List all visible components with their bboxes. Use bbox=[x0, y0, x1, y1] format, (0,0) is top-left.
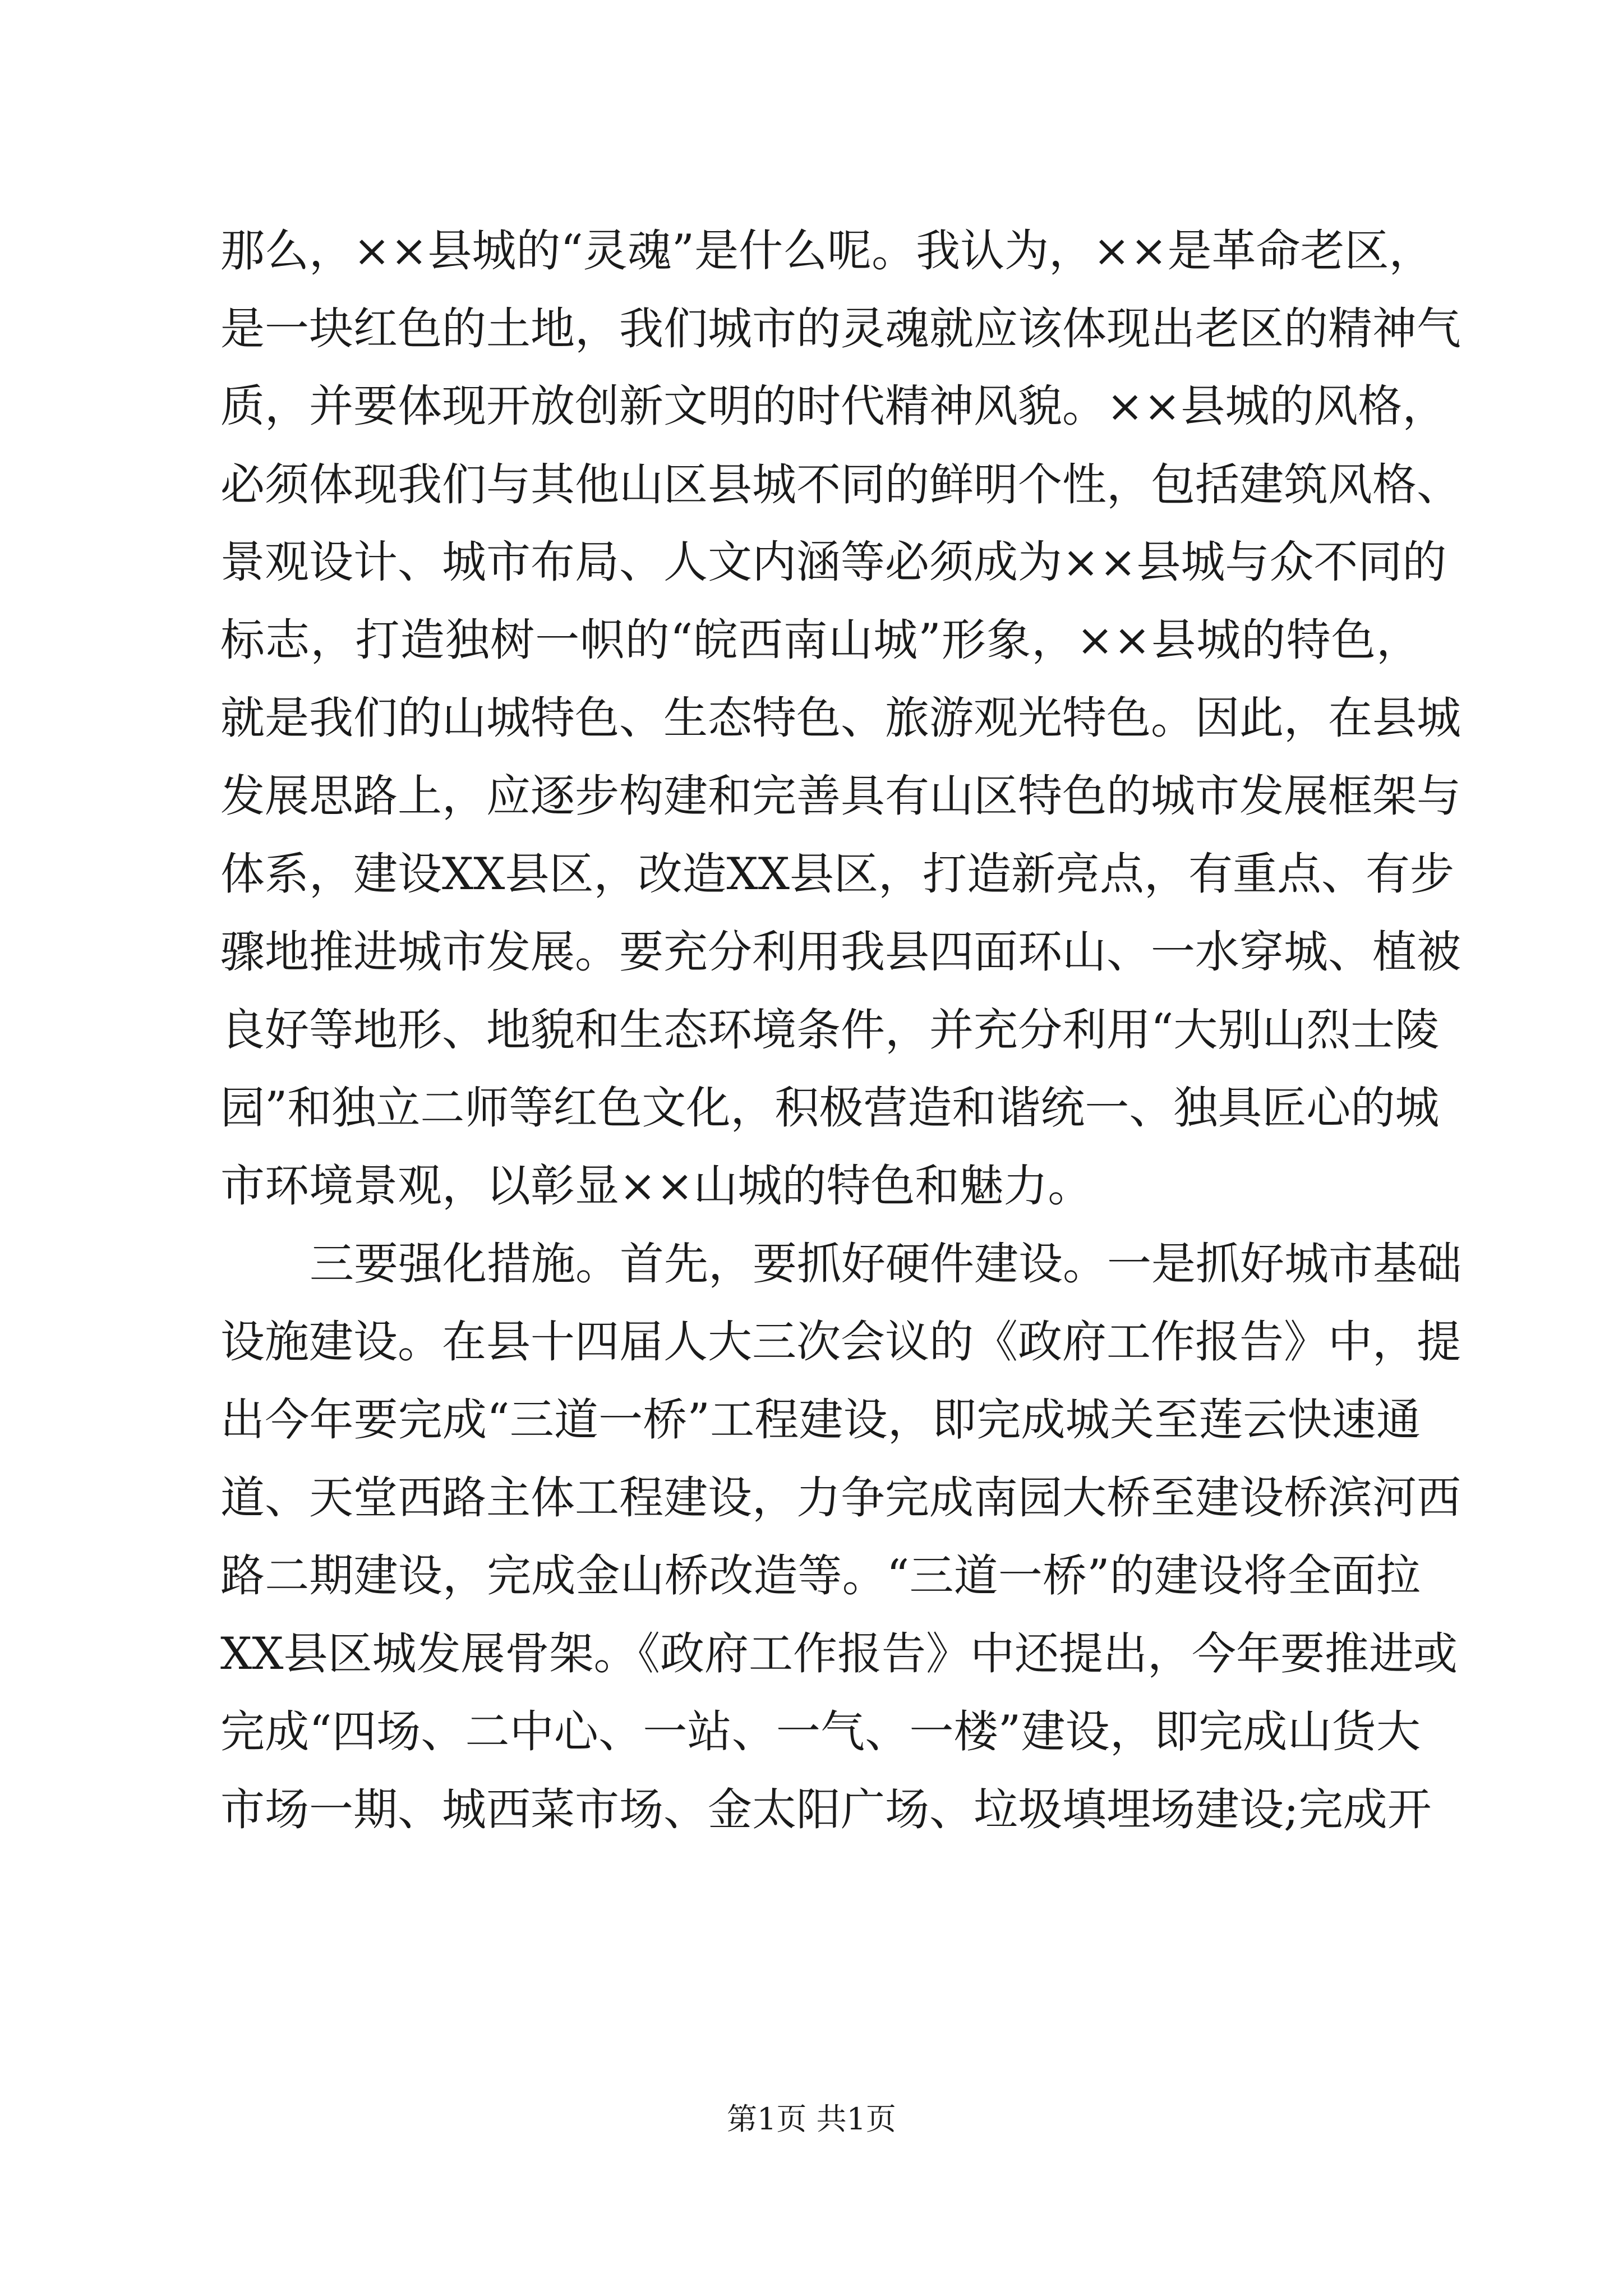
text-line-18: 路二期建设，完成金山桥改造等。“三道一桥”的建设将全面拉 bbox=[220, 1550, 1421, 1602]
text-line-16: 出今年要完成“三道一桥”工程建设，即完成城关至莲云快速通 bbox=[220, 1394, 1421, 1446]
page-footer: 第1页 共1页 bbox=[727, 2101, 896, 2137]
text-line-13: 市环境景观，以彰显××山城的特色和魅力。 bbox=[220, 1160, 1092, 1212]
text-line-21: 市场一期、城西菜市场、金太阳广场、垃圾填埋场建设;完成开 bbox=[220, 1784, 1432, 1835]
text-line-17: 道、天堂西路主体工程建设，力争完成南园大桥至建设桥滨河西 bbox=[220, 1472, 1461, 1524]
text-line-14: 三要强化措施。首先，要抓好硬件建设。一是抓好城市基础 bbox=[310, 1238, 1461, 1290]
text-line-10: 骤地推进城市发展。要充分利用我县四面环山、一水穿城、植被 bbox=[220, 926, 1461, 978]
text-line-2: 是一块红色的土地，我们城市的灵魂就应该体现出老区的精神气 bbox=[220, 303, 1461, 355]
text-line-15: 设施建设。在县十四届人大三次会议的《政府工作报告》中，提 bbox=[220, 1316, 1461, 1368]
text-line-11: 良好等地形、地貌和生态环境条件，并充分利用“大别山烈士陵 bbox=[220, 1004, 1440, 1056]
text-line-9: 体系，建设XX县区，改造XX县区，打造新亮点，有重点、有步 bbox=[220, 848, 1454, 900]
text-line-3: 质，并要体现开放创新文明的时代精神风貌。××县城的风格， bbox=[220, 380, 1447, 432]
text-line-12: 园”和独立二师等红色文化，积极营造和谐统一、独具匠心的城 bbox=[220, 1082, 1440, 1134]
text-line-6: 标志，打造独树一帜的“皖西南山城”形象，××县城的特色， bbox=[220, 614, 1421, 666]
text-line-1: 那么，××县城的“灵魂”是什么呢。我认为，××是革命老区， bbox=[220, 225, 1433, 277]
text-line-19: XX县区城发展骨架。《政府工作报告》中还提出，今年要推进或 bbox=[220, 1628, 1458, 1680]
text-line-4: 必须体现我们与其他山区县城不同的鲜明个性，包括建筑风格、 bbox=[220, 459, 1461, 510]
text-line-20: 完成“四场、二中心、一站、一气、一楼”建设，即完成山货大 bbox=[220, 1706, 1421, 1757]
text-line-8: 发展思路上，应逐步构建和完善具有山区特色的城市发展框架与 bbox=[220, 770, 1461, 822]
text-line-7: 就是我们的山城特色、生态特色、旅游观光特色。因此，在县城 bbox=[220, 692, 1461, 744]
text-line-5: 景观设计、城市布局、人文内涵等必须成为××县城与众不同的 bbox=[220, 536, 1447, 588]
